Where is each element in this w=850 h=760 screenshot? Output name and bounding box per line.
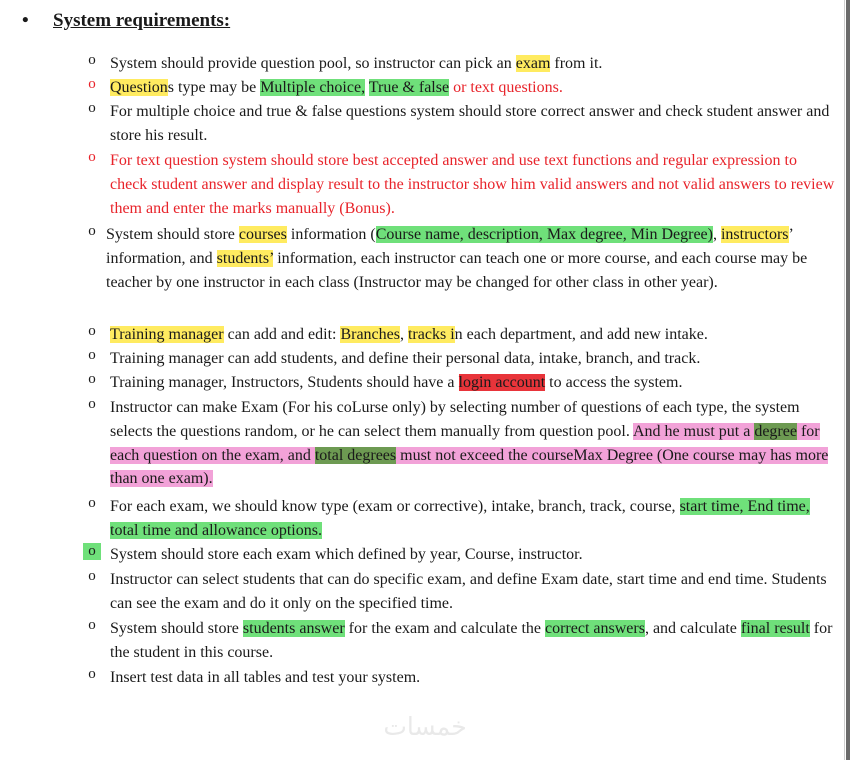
text-segment: System should store — [106, 226, 239, 243]
bullet-6: o — [88, 323, 96, 339]
bullet-8: o — [88, 371, 96, 387]
text-segment: degree — [754, 422, 797, 440]
page-edge-line — [844, 0, 845, 760]
text-segment: for the student in this course. — [110, 620, 833, 661]
bullet-2: o — [88, 76, 96, 92]
text-segment: Insert test data in all tables and test your system. — [110, 669, 421, 686]
bullet-5: o — [88, 223, 96, 239]
text-segment: can add and edit: — [223, 326, 341, 343]
text-segment: courses — [238, 226, 287, 243]
text-segment: login account — [458, 374, 546, 391]
text-segment: , — [712, 226, 721, 243]
bullet-1: o — [88, 52, 96, 68]
text-segment: System should provide question pool, so instructor can pick an — [110, 55, 516, 72]
requirement-item — [110, 347, 838, 371]
bullet-11: o — [83, 543, 101, 560]
requirement-item — [110, 76, 838, 100]
text-segment: Course name, description, Max degree, Min Degree) — [375, 226, 713, 243]
requirement-item — [110, 149, 838, 220]
bullet-14: o — [88, 666, 96, 682]
text-segment: For text question system should store best accepted answer and use text functions and regular expression to check student answer and display result to the instructor show him valid answers and not valid answers to review them and enter the marks manually (Bonus). — [110, 152, 835, 217]
requirement-item — [106, 223, 836, 294]
text-segment: n each department, and add new intake. — [454, 326, 708, 343]
bullet-10: o — [88, 495, 96, 511]
bullet-4: o — [88, 149, 96, 165]
text-segment: System should store — [110, 620, 243, 637]
text-segment: students’ — [216, 249, 274, 267]
text-segment: or text questions. — [449, 79, 563, 96]
requirement-item — [110, 543, 838, 567]
text-segment: Instructor can select students that can do specific exam, and define Exam date, start time and end time. Students can see the exam and do it only on the specified time. — [110, 571, 827, 612]
text-segment: , — [399, 326, 408, 343]
text-segment: s type may be — [167, 79, 261, 96]
text-segment: True & false — [368, 79, 450, 96]
text-segment: Training manager — [110, 326, 224, 343]
text-segment: final result — [740, 620, 810, 637]
requirement-item — [110, 666, 838, 690]
watermark: خمسات — [383, 712, 467, 741]
text-segment: correct answers — [545, 620, 645, 637]
bullet-7: o — [88, 347, 96, 363]
text-segment: for the exam and calculate the — [344, 620, 545, 637]
section-heading — [22, 10, 230, 32]
text-segment: must not exceed the courseMax Degree (One course may has more than one exam). — [110, 446, 829, 488]
bullet-3: o — [88, 100, 96, 116]
requirement-item — [110, 323, 838, 347]
text-segment: Multiple choice, — [260, 79, 366, 96]
text-segment: Branches — [340, 326, 400, 343]
bullet-13: o — [88, 617, 96, 633]
text-segment: System should store each exam which defined by year, Course, instructor. — [110, 546, 583, 563]
bullet-12: o — [88, 568, 96, 584]
requirement-item — [110, 396, 838, 491]
text-segment: to access the system. — [545, 374, 683, 391]
text-segment: Instructor can make Exam (For his coLurse only) by selecting number of questions of each type, the system selects the questions random, or he can select them manually from question pool. — [110, 399, 800, 440]
text-segment: And he must put a — [632, 422, 755, 440]
text-segment: ’ information, and — [106, 226, 793, 267]
page-edge — [846, 0, 850, 760]
text-segment: total degrees — [314, 446, 397, 464]
bullet-9: o — [88, 396, 96, 412]
requirement-item — [110, 371, 838, 395]
text-segment: exam — [515, 55, 551, 72]
text-segment: from it. — [550, 55, 603, 72]
requirement-item — [110, 617, 838, 665]
text-segment: information ( — [286, 226, 376, 243]
text-segment: for each question on the exam, and — [110, 422, 820, 464]
heading-title: System requirements: — [53, 10, 231, 31]
text-segment: For multiple choice and true & false questions system should store correct answer and check student answer and store his result. — [110, 103, 830, 144]
text-segment: instructors — [720, 226, 789, 243]
requirement-item — [110, 495, 838, 543]
text-segment: Training manager, Instructors, Students should have a — [110, 374, 459, 391]
text-segment: , and calculate — [644, 620, 741, 637]
text-segment: Training manager can add students, and define their personal data, intake, branch, and track. — [110, 350, 701, 367]
text-segment: students answer — [242, 620, 345, 637]
text-segment: Question — [110, 79, 168, 96]
requirement-item — [110, 568, 838, 616]
heading-bullet: • — [22, 10, 29, 31]
requirement-item — [110, 100, 838, 148]
text-segment: information, each instructor can teach one or more course, and each course may be teacher by one instructor in each class (Instructor may be changed for other class in other year). — [106, 249, 808, 291]
text-segment: tracks i — [407, 326, 455, 343]
text-segment: For each exam, we should know type (exam or corrective), intake, branch, track, course, — [110, 498, 680, 515]
requirement-item — [110, 52, 838, 76]
text-segment: start time, End time, total time and allowance options. — [110, 498, 810, 539]
